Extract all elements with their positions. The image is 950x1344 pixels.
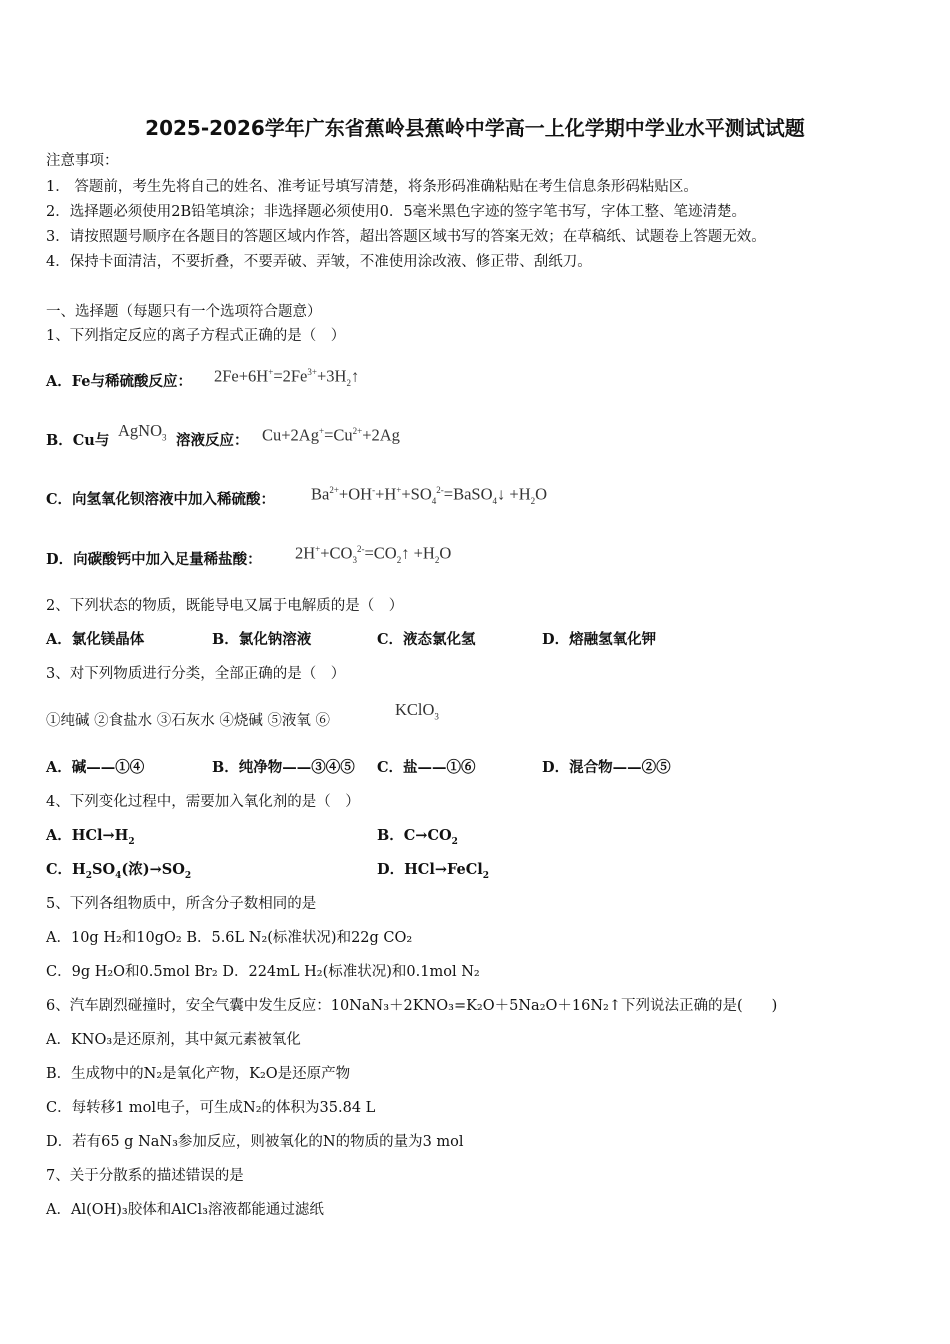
q4-option-a: A．$HCl\to H_2$ bbox=[46, 827, 135, 847]
question-1-stem: 1、下列指定反应的离子方程式正确的是（ ） bbox=[46, 328, 346, 344]
q1-option-c bbox=[46, 490, 275, 510]
q5-options-row1: A．10g H₂和10gO₂ B．5.6L N₂(标准状况)和22g CO₂ bbox=[46, 930, 413, 946]
notice-item-4: 4．保持卡面清洁，不要折叠，不要弄破、弄皱，不准使用涂改液、修正带、刮纸刀。 bbox=[46, 254, 592, 270]
option-text: 向碳酸钙中加入足量稀盐酸： bbox=[73, 551, 262, 568]
option-label: D． bbox=[46, 551, 74, 568]
q1-a-equation: $2Fe+6H^+=2Fe^{3+}+3H_2↑$ bbox=[214, 366, 360, 388]
q1-b-equation: $Cu+2Ag^+=Cu^{2+}+2Ag$ bbox=[262, 425, 400, 445]
q2-option-c: C．液态氯化氢 bbox=[377, 631, 476, 648]
q3-option-c: C．盐——①⑥ bbox=[377, 759, 476, 776]
q3-item6-formula: KClO$_3$ bbox=[395, 700, 439, 722]
q7-option-a: A．Al(OH)₃胶体和AlCl₃溶液都能通过滤纸 bbox=[46, 1202, 324, 1218]
question-4-stem: 4、下列变化过程中，需要加入氧化剂的是（ ） bbox=[46, 794, 360, 810]
q6-option-b: B．生成物中的N₂是氧化产物，K₂O是还原产物 bbox=[46, 1066, 351, 1082]
question-3-stem: 3、对下列物质进行分类，全部正确的是（ ） bbox=[46, 666, 346, 682]
option-text: Cu与 bbox=[72, 432, 110, 449]
q5-options-row2: C．9g H₂O和0.5mol Br₂ D．224mL H₂(标准状况)和0.1mol N₂ bbox=[46, 964, 480, 980]
q4-option-c: C．$H_2SO_4$(浓)$\to SO_2$ bbox=[46, 861, 192, 881]
notice-item-3: 3．请按照题号顺序在各题目的答题区域内作答，超出答题区域书写的答案无效；在草稿纸、试题卷上答题无效。 bbox=[46, 229, 766, 245]
q1-option-d bbox=[46, 550, 262, 570]
q3-option-d: D．混合物——②⑤ bbox=[542, 759, 671, 776]
q2-option-b: B．氯化钠溶液 bbox=[212, 631, 312, 648]
q1-d-equation: $2H^++CO_3^{2-}=CO_2↑ +H_2O$ bbox=[295, 543, 452, 565]
option-label: A． bbox=[46, 373, 72, 390]
q2-options bbox=[46, 630, 906, 650]
q2-option-a: A．氯化镁晶体 bbox=[46, 631, 145, 648]
question-6-stem: 6、汽车剧烈碰撞时，安全气囊中发生反应：10NaN₃＋2KNO₃=K₂O＋5Na₂O＋16N₂↑下列说法正确的是( ) bbox=[46, 998, 778, 1014]
notice-item-2: 2．选择题必须使用2B铅笔填涂；非选择题必须使用0．5毫米黑色字迹的签字笔书写，字体工整、笔迹清楚。 bbox=[46, 204, 747, 220]
q1-c-equation: $Ba^{2+}+OH^-+H^++SO_4^{2-}=BaSO_4↓ +H_2O$ bbox=[311, 484, 548, 506]
q1-b-reagent: AgNO$_3$ bbox=[118, 421, 167, 443]
q4-options-row1 bbox=[46, 826, 906, 846]
q3-option-b: B．纯净物——③④⑤ bbox=[212, 759, 355, 776]
question-5-stem: 5、下列各组物质中，所含分子数相同的是 bbox=[46, 896, 317, 912]
q6-option-d: D．若有65 g NaN₃参加反应，则被氧化的N的物质的量为3 mol bbox=[46, 1134, 464, 1150]
option-label: B． bbox=[46, 432, 73, 449]
notice-item-1: 1． 答题前，考生先将自己的姓名、准考证号填写清楚，将条形码准确粘贴在考生信息条形码粘贴区。 bbox=[46, 179, 698, 195]
q1-option-b bbox=[46, 431, 109, 451]
question-2-stem: 2、下列状态的物质，既能导电又属于电解质的是（ ） bbox=[46, 598, 404, 614]
q3-items: ①纯碱 ②食盐水 ③石灰水 ④烧碱 ⑤液氧 ⑥ bbox=[46, 713, 331, 729]
q1-b-text: 溶液反应： bbox=[176, 432, 249, 449]
option-text: Fe与稀硫酸反应： bbox=[71, 373, 192, 390]
section-heading: 一、选择题（每题只有一个选项符合题意） bbox=[46, 304, 322, 320]
q2-option-d: D．熔融氢氧化钾 bbox=[542, 631, 657, 648]
q3-options bbox=[46, 758, 906, 778]
q6-option-a: A．KNO₃是还原剂，其中氮元素被氧化 bbox=[46, 1032, 301, 1048]
q4-option-d: D．HCl→FeCl$_2$ bbox=[377, 861, 490, 881]
notice-heading: 注意事项： bbox=[46, 153, 119, 169]
q3-option-a: A．碱——①④ bbox=[46, 759, 145, 776]
q6-option-c: C．每转移1 mol电子，可生成N₂的体积为35.84 L bbox=[46, 1100, 376, 1116]
page-title: 2025-2026学年广东省蕉岭县蕉岭中学高一上化学期中学业水平测试试题 bbox=[145, 116, 805, 140]
option-text: 向氢氧化钡溶液中加入稀硫酸： bbox=[72, 491, 276, 508]
q4-option-b: B．$C\to CO_2$ bbox=[377, 827, 458, 847]
option-label: C． bbox=[46, 491, 73, 508]
q1-option-a bbox=[46, 372, 192, 392]
q4-options-row2 bbox=[46, 860, 906, 880]
question-7-stem: 7、关于分散系的描述错误的是 bbox=[46, 1168, 244, 1184]
